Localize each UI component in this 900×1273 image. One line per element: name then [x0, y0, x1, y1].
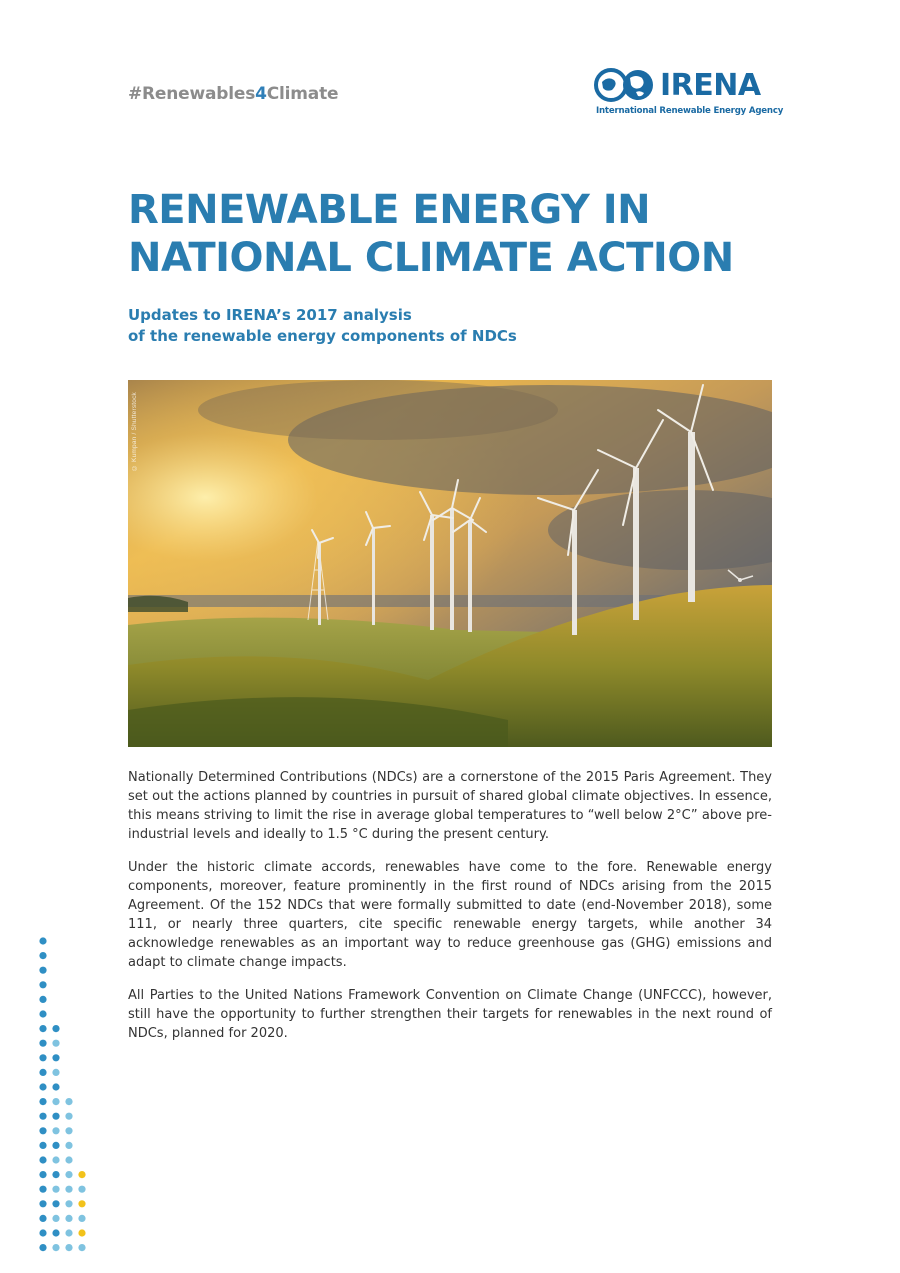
page-subtitle — [128, 305, 728, 347]
decorative-dot — [39, 1025, 46, 1032]
hashtag-text-end: Climate — [266, 84, 339, 104]
decorative-dot-pattern — [38, 936, 98, 1266]
decorative-dot — [39, 1156, 46, 1163]
decorative-dot — [52, 1156, 59, 1163]
decorative-dot — [52, 1127, 59, 1134]
globe-leaf-icon — [594, 68, 658, 104]
decorative-dot — [52, 1229, 59, 1236]
decorative-dot — [78, 1200, 85, 1207]
decorative-dot — [52, 1069, 59, 1076]
decorative-dot — [65, 1156, 72, 1163]
body-text — [128, 768, 772, 1057]
decorative-dot — [39, 1186, 46, 1193]
decorative-dot — [39, 996, 46, 1003]
decorative-dot — [65, 1113, 72, 1120]
decorative-dot — [39, 1229, 46, 1236]
logo-tagline: International Renewable Energy Agency — [596, 106, 784, 116]
decorative-dot — [52, 1186, 59, 1193]
decorative-dot — [65, 1127, 72, 1134]
decorative-dot — [52, 1025, 59, 1032]
decorative-dot — [78, 1215, 85, 1222]
decorative-dot — [65, 1200, 72, 1207]
paragraph-1: Nationally Determined Contributions (NDCs) are a cornerstone of the 2015 Paris Agreement. They set out the actions planned by countries in pursuit of shared global climate objectives. In essence, this means striving to limit the rise in average global temperatures to “well below 2°C” above pre-industrial levels and ideally to 1.5 °C during the present century. — [128, 770, 772, 842]
decorative-dot — [39, 1098, 46, 1105]
paragraph-2: Under the historic climate accords, renewables have come to the fore. Renewable energy components, moreover, feature prominently in the first round of NDCs arising from the 2015 Agreement. Of the 152 NDCs that were formally submitted to date (end-November 2018), some 111, or nearly three quarters, cite specific renewable energy targets, while another 34 acknowledge renewables as an important way to reduce greenhouse gas (GHG) emissions and adapt to climate change impacts. — [128, 860, 772, 970]
title-line-2: NATIONAL CLIMATE ACTION — [128, 235, 734, 281]
page-title — [128, 186, 828, 282]
decorative-dot — [39, 937, 46, 944]
decorative-dot — [65, 1215, 72, 1222]
decorative-dot — [52, 1142, 59, 1149]
decorative-dot — [65, 1229, 72, 1236]
logo-wordmark: IRENA — [660, 68, 761, 103]
decorative-dot — [52, 1200, 59, 1207]
decorative-dot — [78, 1186, 85, 1193]
decorative-dot — [52, 1098, 59, 1105]
decorative-dot — [39, 1069, 46, 1076]
decorative-dot — [39, 967, 46, 974]
decorative-dot — [52, 1113, 59, 1120]
decorative-dot — [78, 1229, 85, 1236]
paragraph-3: All Parties to the United Nations Framework Convention on Climate Change (UNFCCC), however, still have the opportunity to further strengthen their targets for renewables in the next round of NDCs, planned for 2020. — [128, 988, 772, 1041]
hashtag — [128, 84, 338, 104]
decorative-dot — [39, 1171, 46, 1178]
decorative-dot — [52, 1244, 59, 1251]
decorative-dot — [39, 1113, 46, 1120]
subtitle-line-2: of the renewable energy components of NDCs — [128, 327, 517, 345]
irena-logo — [594, 68, 784, 120]
decorative-dot — [65, 1244, 72, 1251]
decorative-dot — [39, 1040, 46, 1047]
decorative-dot — [65, 1098, 72, 1105]
decorative-dot — [52, 1215, 59, 1222]
subtitle-line-1: Updates to IRENA’s 2017 analysis — [128, 306, 412, 324]
decorative-dot — [78, 1244, 85, 1251]
decorative-dot — [52, 1171, 59, 1178]
decorative-dot — [39, 1127, 46, 1134]
decorative-dot — [39, 1010, 46, 1017]
hashtag-text: #Renewables — [128, 84, 256, 104]
hashtag-number: 4 — [255, 84, 267, 104]
decorative-dot — [39, 981, 46, 988]
decorative-dot — [78, 1171, 85, 1178]
decorative-dot — [39, 1083, 46, 1090]
decorative-dot — [39, 1054, 46, 1061]
decorative-dot — [39, 1142, 46, 1149]
decorative-dot — [65, 1186, 72, 1193]
wind-farm-photo — [128, 380, 772, 747]
decorative-dot — [39, 1200, 46, 1207]
decorative-dot — [39, 1215, 46, 1222]
title-line-1: RENEWABLE ENERGY IN — [128, 187, 651, 233]
decorative-dot — [65, 1171, 72, 1178]
decorative-dot — [52, 1040, 59, 1047]
decorative-dot — [39, 1244, 46, 1251]
photo-credit: © Kumpan / Shutterstock — [131, 392, 138, 472]
decorative-dot — [39, 952, 46, 959]
decorative-dot — [52, 1054, 59, 1061]
decorative-dot — [65, 1142, 72, 1149]
decorative-dot — [52, 1083, 59, 1090]
